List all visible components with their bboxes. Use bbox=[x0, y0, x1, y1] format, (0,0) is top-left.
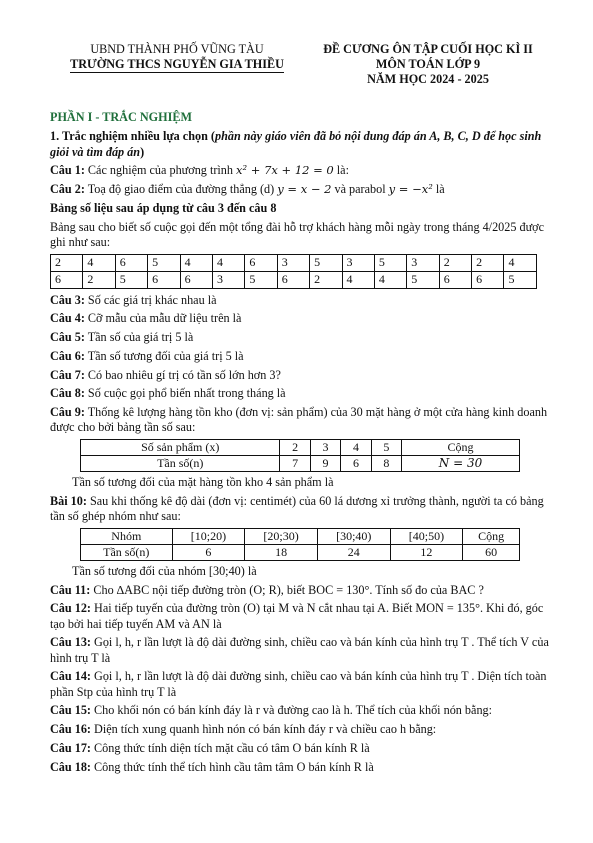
table-row: Tần số(n) 6 18 24 12 60 bbox=[81, 544, 520, 560]
question-6: Câu 6: Tần số tương đối của giá trị 5 là bbox=[50, 348, 244, 363]
question-12: Câu 12: Hai tiếp tuyến của đường tròn (O) tại M và N cắt nhau tại A. Biết MON = 135°. Khi đó, góc tạo bởi hai tiếp tuyến AM và AN là bbox=[50, 601, 544, 631]
doc-title: ĐỀ CƯƠNG ÔN TẬP CUỐI HỌC KÌ II bbox=[323, 42, 533, 56]
table-header-row: Số sản phẩm (x) 2 3 4 5 Cộng bbox=[81, 440, 520, 456]
question-17: Câu 17: Công thức tính diện tích mặt cầu có tâm O bán kính R là bbox=[50, 740, 370, 755]
question-18: Câu 18: Công thức tính thể tích hình cầu tâm tâm O bán kính R là bbox=[50, 759, 374, 774]
question-10: Bài 10: Sau khi thống kê độ dài (đơn vị: centimét) của 60 lá dương xỉ trưởng thành, người ta có bảng tần số ghép nhóm như sau: bbox=[50, 493, 544, 523]
table-row: 6 2 5 6 6 3 5 6 2 4 4 5 6 6 5 bbox=[51, 271, 537, 288]
question-9: Câu 9: Thống kê lượng hàng tồn kho (đơn vị: sản phẩm) của 30 mặt hàng ở một cửa hàng kinh doanh được cho bởi bảng tần số sau: bbox=[50, 405, 548, 435]
question-10-followup: Tần số tương đối của nhóm [30;40) là bbox=[72, 563, 257, 578]
question-7: Câu 7: Có bao nhiêu gí trị có tần số lớn hơn 3? bbox=[50, 367, 281, 382]
calls-table bbox=[50, 254, 537, 289]
question-4: Câu 4: Cỡ mẫu của mẫu dữ liệu trên là bbox=[50, 311, 242, 326]
school-name: TRƯỜNG THCS NGUYỄN GIA THIỀU bbox=[70, 57, 284, 73]
table-row: Tần số(n) 7 9 6 8 N = 30 bbox=[81, 456, 520, 472]
header-left bbox=[62, 42, 292, 72]
question-15: Câu 15: Cho khối nón có bán kính đáy là r và đường cao là h. Thể tích của khối nón bằng: bbox=[50, 703, 493, 718]
question-11: Câu 11: Cho ∆ABC nội tiếp đường tròn (O; R), biết BOC = 130°. Tính số đo của BAC ? bbox=[50, 582, 484, 597]
doc-subject: MÔN TOÁN LỚP 9 bbox=[375, 57, 481, 71]
question-3: Câu 3: Số các giá trị khác nhau là bbox=[50, 292, 217, 307]
question-8: Câu 8: Số cuộc gọi phổ biến nhất trong tháng là bbox=[50, 386, 286, 401]
question-14: Câu 14: Gọi l, h, r lần lượt là độ dài đường sinh, chiều cao và bán kính của hình trụ T . Diện tích toàn phần Stp của hình trụ T là bbox=[50, 669, 547, 699]
main-content bbox=[50, 110, 560, 778]
district-name: UBND THÀNH PHỐ VŨNG TÀU bbox=[90, 42, 264, 56]
question-9-followup: Tần số tương đối của mặt hàng tồn kho 4 sản phẩm là bbox=[72, 475, 334, 489]
doc-year: NĂM HỌC 2024 - 2025 bbox=[367, 72, 489, 86]
question-1: Câu 1: Các nghiệm của phương trình x² + 7x + 12 = 0 là: bbox=[50, 163, 349, 178]
question-5: Câu 5: Tần số của giá trị 5 là bbox=[50, 330, 194, 344]
question-13: Câu 13: Gọi l, h, r lần lượt là độ dài đường sinh, chiều cao và bán kính của hình trụ T . Thể tích V của hình trụ T là bbox=[50, 635, 549, 665]
table-row: 2 4 6 5 4 4 6 3 5 3 5 3 2 2 4 bbox=[51, 254, 537, 271]
intro-text: 1. Trắc nghiệm nhiều lựa chọn (phần này giáo viên đã bỏ nội dung đáp án A, B, C, D để học sinh giỏi và tìm đáp án) bbox=[50, 129, 542, 159]
data-title: Bảng số liệu sau áp dụng từ câu 3 đến câu 8 bbox=[50, 200, 277, 215]
fern-table bbox=[80, 528, 520, 561]
data-description: Bảng sau cho biết số cuộc gọi đến một tổng đài hỗ trợ khách hàng mỗi ngày trong tháng 4/2025 được ghi như sau: bbox=[50, 219, 545, 249]
section-title: PHẦN I - TRẮC NGHIỆM bbox=[50, 110, 192, 124]
inventory-table bbox=[80, 439, 520, 472]
question-16: Câu 16: Diện tích xung quanh hình nón có bán kính đáy r và chiều cao h bằng: bbox=[50, 722, 437, 736]
header-right bbox=[308, 42, 548, 87]
question-2: Câu 2: Toạ độ giao điểm của đường thẳng (d) y = x − 2 và parabol y = −x² là bbox=[50, 182, 445, 196]
table-header-row: Nhóm [10;20) [20;30) [30;40) [40;50) Cộng bbox=[81, 528, 520, 544]
